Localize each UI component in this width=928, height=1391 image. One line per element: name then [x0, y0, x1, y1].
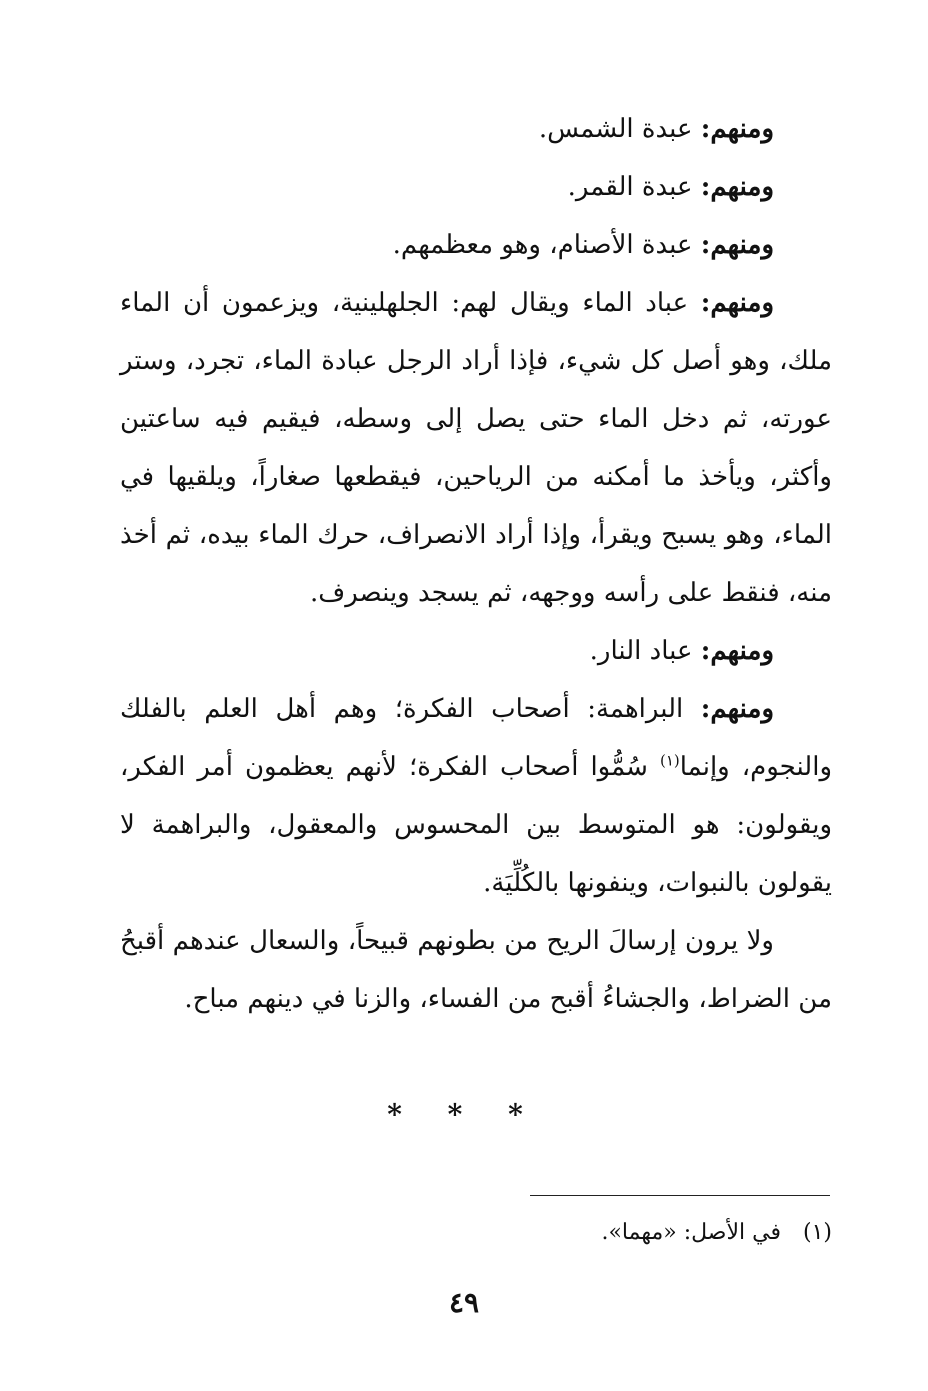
- footnote-reference[interactable]: (١): [659, 751, 680, 770]
- paragraph-moon-worshippers: [120, 158, 832, 216]
- paragraph-text: عباد النار.: [589, 636, 701, 666]
- paragraph-text: ولا يرون إرسالَ الريح من بطونهم قبيحاً، والسعال عندهم أقبحُ من الضراط، والجشاءُ أقبح من الفساء، والزنا في دينهم مباح.: [120, 926, 832, 1014]
- paragraph-text: عبدة الشمس.: [538, 114, 701, 144]
- footnote-number: (١): [802, 1220, 832, 1245]
- paragraph-lead: ومنهم:: [700, 230, 774, 260]
- main-text: [120, 100, 832, 1028]
- section-separator: * * *: [387, 1098, 541, 1131]
- paragraph-lead: ومنهم:: [700, 636, 774, 666]
- paragraph-idol-worshippers: [120, 216, 832, 274]
- footnote: [601, 1216, 832, 1250]
- paragraph-sun-worshippers: [120, 100, 832, 158]
- paragraph-lead: ومنهم:: [700, 114, 774, 144]
- paragraph-fire-worshippers: [120, 622, 832, 680]
- page-number: ٤٩: [448, 1286, 480, 1319]
- footnote-divider: [530, 1195, 830, 1196]
- paragraph-customs: [120, 912, 832, 1028]
- paragraph-text-after-ref: سُمُّوا أصحاب الفكرة؛ لأنهم يعظمون أمر الفكر، ويقولون: هو المتوسط بين المحسوس والمعقول، والبراهمة لا يقولون بالنبوات، وينفونها بالكُلِّيَة.: [120, 752, 832, 898]
- paragraph-lead: ومنهم:: [700, 694, 774, 724]
- paragraph-lead: ومنهم:: [700, 172, 774, 202]
- paragraph-text-before-ref: البراهمة: أصحاب الفكرة؛ وهم أهل العلم بالفلك والنجوم، وإنما: [120, 694, 832, 782]
- paragraph-text: عباد الماء ويقال لهم: الجلهلينية، ويزعمون أن الماء ملك، وهو أصل كل شيء، فإذا أراد الرجل عبادة الماء، تجرد، وستر عورته، ثم دخل الماء حتى يصل إلى وسطه، فيقيم فيه ساعتين وأكثر، ويأخذ ما أمكنه من الرياحين، فيقطعها صغاراً، ويلقيها في الماء، وهو يسبح ويقرأ، وإذا أراد الانصراف، حرك الماء بيده، ثم أخذ منه، فنقط على رأسه ووجهه، ثم يسجد وينصرف.: [120, 288, 832, 608]
- paragraph-water-worshippers: [120, 274, 832, 622]
- paragraph-text: عبدة الأصنام، وهو معظمهم.: [392, 230, 701, 260]
- paragraph-lead: ومنهم:: [700, 288, 774, 318]
- paragraph-text: عبدة القمر.: [567, 172, 701, 202]
- footnote-text: في الأصل: «مهما».: [601, 1220, 781, 1245]
- paragraph-brahmins: [120, 680, 832, 912]
